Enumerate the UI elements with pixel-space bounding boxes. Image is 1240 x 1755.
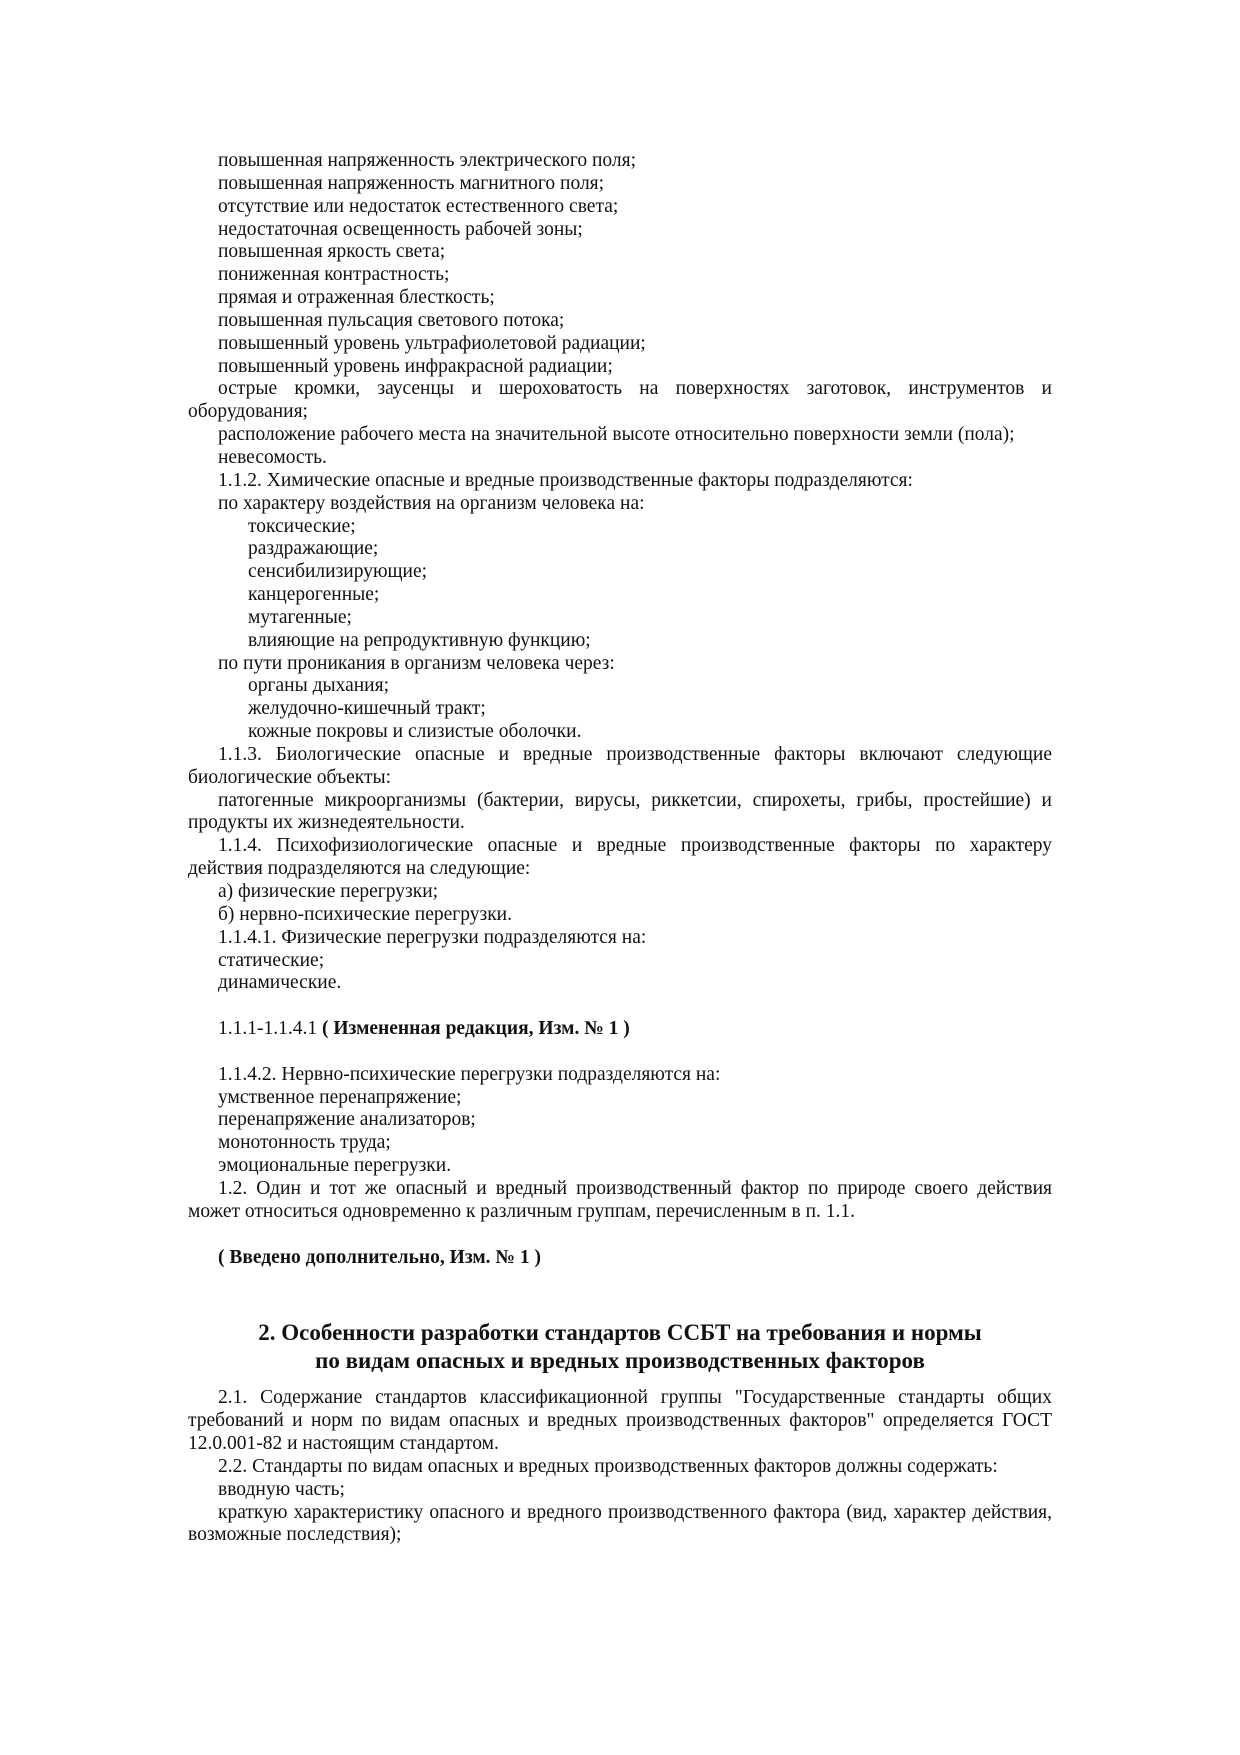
list-item: повышенная напряженность электрического поля; (218, 150, 637, 171)
paragraph: острые кромки, заусенцы и шероховатость на поверхностях заготовок, инструментов и оборудования; (188, 378, 1052, 423)
section-heading: по видам опасных и вредных производственных факторов (315, 1347, 925, 1373)
list-item: отсутствие или недостаток естественного света; (218, 195, 619, 217)
amendment-note (188, 1018, 1052, 1041)
paragraph: краткую характеристику опасного и вредного производственного фактора (вид, характер действия, возможные последствия); (188, 1501, 1052, 1546)
section-1-1-3: 1.1.3. Биологические опасные и вредные производственные факторы включают следующие биологические объекты: (188, 743, 1052, 788)
section-1-1-4: 1.1.4. Психофизиологические опасные и вредные производственные факторы по характеру действия подразделяются на следующие: (188, 835, 1052, 880)
list-item: перенапряжение анализаторов; (218, 1109, 476, 1131)
list-item: пониженная контрастность; (218, 264, 450, 286)
list-item: а) физические перегрузки; (218, 881, 439, 902)
list-item: динамические. (218, 972, 342, 994)
list-item: невесомость. (218, 446, 327, 468)
list-item: повышенная яркость света; (218, 241, 446, 263)
list-item: токсические; (248, 515, 356, 537)
section-heading: 2. Особенности разработки стандартов ССБТ на требования и нормы (258, 1320, 982, 1346)
list-item: монотонность труда; (218, 1132, 391, 1154)
list-item: сенсибилизирующие; (248, 561, 428, 583)
list-item: вводную часть; (218, 1478, 345, 1500)
document-page (188, 150, 1052, 1547)
list-item: кожные покровы и слизистые оболочки. (248, 721, 582, 743)
list-item: органы дыхания; (248, 675, 389, 697)
list-item: влияющие на репродуктивную функцию; (248, 629, 591, 651)
list-item: желудочно-кишечный тракт; (248, 698, 486, 720)
amendment-ref: 1.1.1-1.1.4.1 (218, 1018, 318, 1040)
list-item: повышенный уровень инфракрасной радиации; (218, 355, 613, 377)
list-item: по характеру воздействия на организм человека на: (218, 492, 645, 514)
list-item: прямая и отраженная блесткость; (218, 287, 495, 309)
list-item: по пути проникания в организм человека через: (218, 652, 615, 674)
list-item: недостаточная освещенность рабочей зоны; (218, 218, 583, 240)
paragraph: расположение рабочего места на значительной высоте относительно поверхности земли (пола); (218, 424, 1015, 446)
list-item: повышенная напряженность магнитного поля; (218, 172, 605, 194)
list-item: б) нервно-психические перегрузки. (218, 903, 512, 925)
list-item: умственное перенапряжение; (218, 1086, 462, 1108)
list-item: раздражающие; (248, 538, 379, 560)
list-item: повышенный уровень ультрафиолетовой радиации; (218, 332, 646, 354)
section-1-1-4-2: 1.1.4.2. Нервно-психические перегрузки подразделяются на: (218, 1063, 721, 1085)
section-1-2: 1.2. Один и тот же опасный и вредный производственный фактор по природе своего действия может относиться одновременно к различным группам, перечисленным в п. 1.1. (188, 1177, 1052, 1222)
list-item: статические; (218, 949, 325, 971)
list-item: канцерогенные; (248, 584, 380, 606)
amendment-note: ( Введено дополнительно, Изм. № 1 ) (218, 1246, 542, 1268)
list-item: 1.1.4.1. Физические перегрузки подразделяются на: (218, 926, 647, 948)
list-item: мутагенные; (248, 606, 352, 628)
amendment-text: ( Измененная редакция, Изм. № 1 ) (322, 1018, 630, 1040)
section-2-1: 2.1. Содержание стандартов классификационной группы "Государственные стандарты общих требований и норм по видам опасных и вредных производственных факторов" определяется ГОСТ 12.0.001-82 и настоящим стандартом. (188, 1387, 1052, 1455)
section-2-2: 2.2. Стандарты по видам опасных и вредных производственных факторов должны содержать: (218, 1455, 998, 1477)
list-item: повышенная пульсация светового потока; (218, 309, 565, 331)
paragraph: патогенные микроорганизмы (бактерии, вирусы, риккетсии, спирохеты, грибы, простейшие) и продукты их жизнедеятельности. (188, 789, 1052, 834)
section-1-1-2: 1.1.2. Химические опасные и вредные производственные факторы подразделяются: (218, 469, 913, 491)
list-item: эмоциональные перегрузки. (218, 1155, 452, 1177)
